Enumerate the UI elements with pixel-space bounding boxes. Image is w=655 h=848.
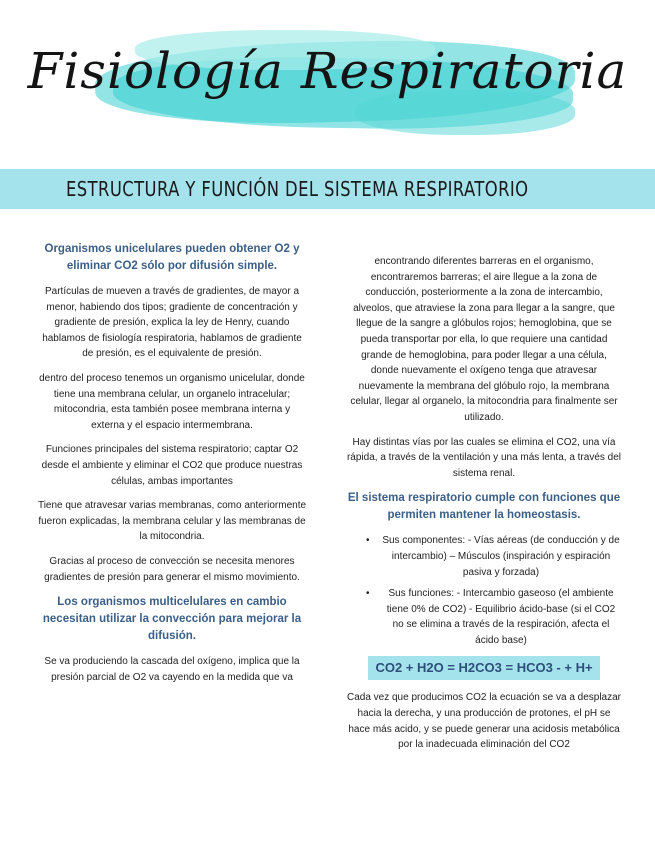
section-title: ESTRUCTURA Y FUNCIÓN DEL SISTEMA RESPIRATORIO [66, 177, 529, 201]
heading-homeostasis: El sistema respiratorio cumple con funciones que permiten mantener la homeostasis. [347, 492, 621, 522]
list-item-text: Sus componentes: - Vías aéreas (de conducción y de intercambio) – Músculos (inspiración y espiración pasiva y forzada) [382, 535, 620, 578]
heading-unicellular: Organismos unicelulares pueden obtener O2 y eliminar CO2 sólo por difusión simple. [44, 243, 300, 272]
paragraph-main-functions: Funciones principales del sistema respiratorio; captar O2 desde el ambiente y eliminar el CO2 que produce nuestras células, ambas importantes [41, 444, 303, 487]
page-title: Fisiología Respiratoria [27, 42, 628, 100]
heading-multicellular: Los organismos multicelulares en cambio necesitan utilizar la convección para mejorar la difusión. [42, 596, 302, 643]
paragraph-barriers: encontrando diferentes barreras en el organismo, encontraremos barreras; el aire llegue a la zona de conducción, posteriormente a la zona de intercambio, alveolos, que atraviese la zona para llegar a la sangre, que llegue de la sangre a glóbulos rojos; hemoglobina, que se pueda transportar por ella, lo que requiere una cantidad grande de hemoglobina, para poder llegar a una célula, donde nuevamente el oxígeno tenga que atravesar nuevamente la membrana del glóbulo rojo, la membrana celular, llegar al organelo, la mitocondria para finalmente ser utilizado. [350, 256, 618, 423]
paragraph-gradients: Partículas de mueven a través de gradientes, de mayor a menor, habiendo dos tipos; gradiente de concentración y gradiente de presión, explica la ley de Henry, cuando hablamos de fisiología respiratoria, hablamos de gradiente de presión, es el equivalente de presión. [42, 286, 302, 360]
bullet-icon: • [366, 588, 370, 600]
paragraph-convection: Gracias al proceso de convección se necesita menores gradientes de presión para generar el mismo movimiento. [44, 555, 300, 583]
chemical-equation: CO2 + H2O = H2CO3 = HCO3 - + H+ [368, 656, 600, 680]
paragraph-co2-elimination: Hay distintas vías por las cuales se elimina el CO2, una vía rápida, a través de la ventilación y una más lenta, a través del sistema renal. [346, 436, 622, 479]
paragraph-oxygen-cascade: Se va produciendo la cascada del oxígeno, implica que la presión parcial de O2 va cayendo en la medida que va [44, 656, 300, 683]
right-column [346, 254, 622, 762]
bullet-list [346, 533, 622, 648]
list-item [346, 533, 622, 580]
paragraph-membranes: Tiene que atravesar varias membranas, como anteriormente fueron explicadas, la membrana celular y las membranas de la mitocondria. [37, 500, 307, 543]
bullet-icon: • [366, 535, 370, 547]
paragraph-acidosis: Cada vez que producimos CO2 la ecuación se va a desplazar hacia la derecha, y una producción de protones, el pH se hace más acido, y se puede generar una acidosis metabólica por la inadecuada eliminación del CO2 [346, 692, 622, 751]
list-item [346, 586, 622, 648]
paragraph-unicellular-process: dentro del proceso tenemos un organismo unicelular, donde tiene una membrana celular, un organelo intracelular; mitocondria, esta también posee membrana interna y externa y el espacio intermembrana. [39, 372, 305, 431]
section-banner [0, 169, 655, 209]
left-column [36, 241, 308, 694]
list-item-text: Sus funciones: - Intercambio gaseoso (el ambiente tiene 0% de CO2) - Equilibrio ácido-base (si el CO2 no se elimina a través de la respiración, afecta el ácido base) [386, 588, 616, 646]
